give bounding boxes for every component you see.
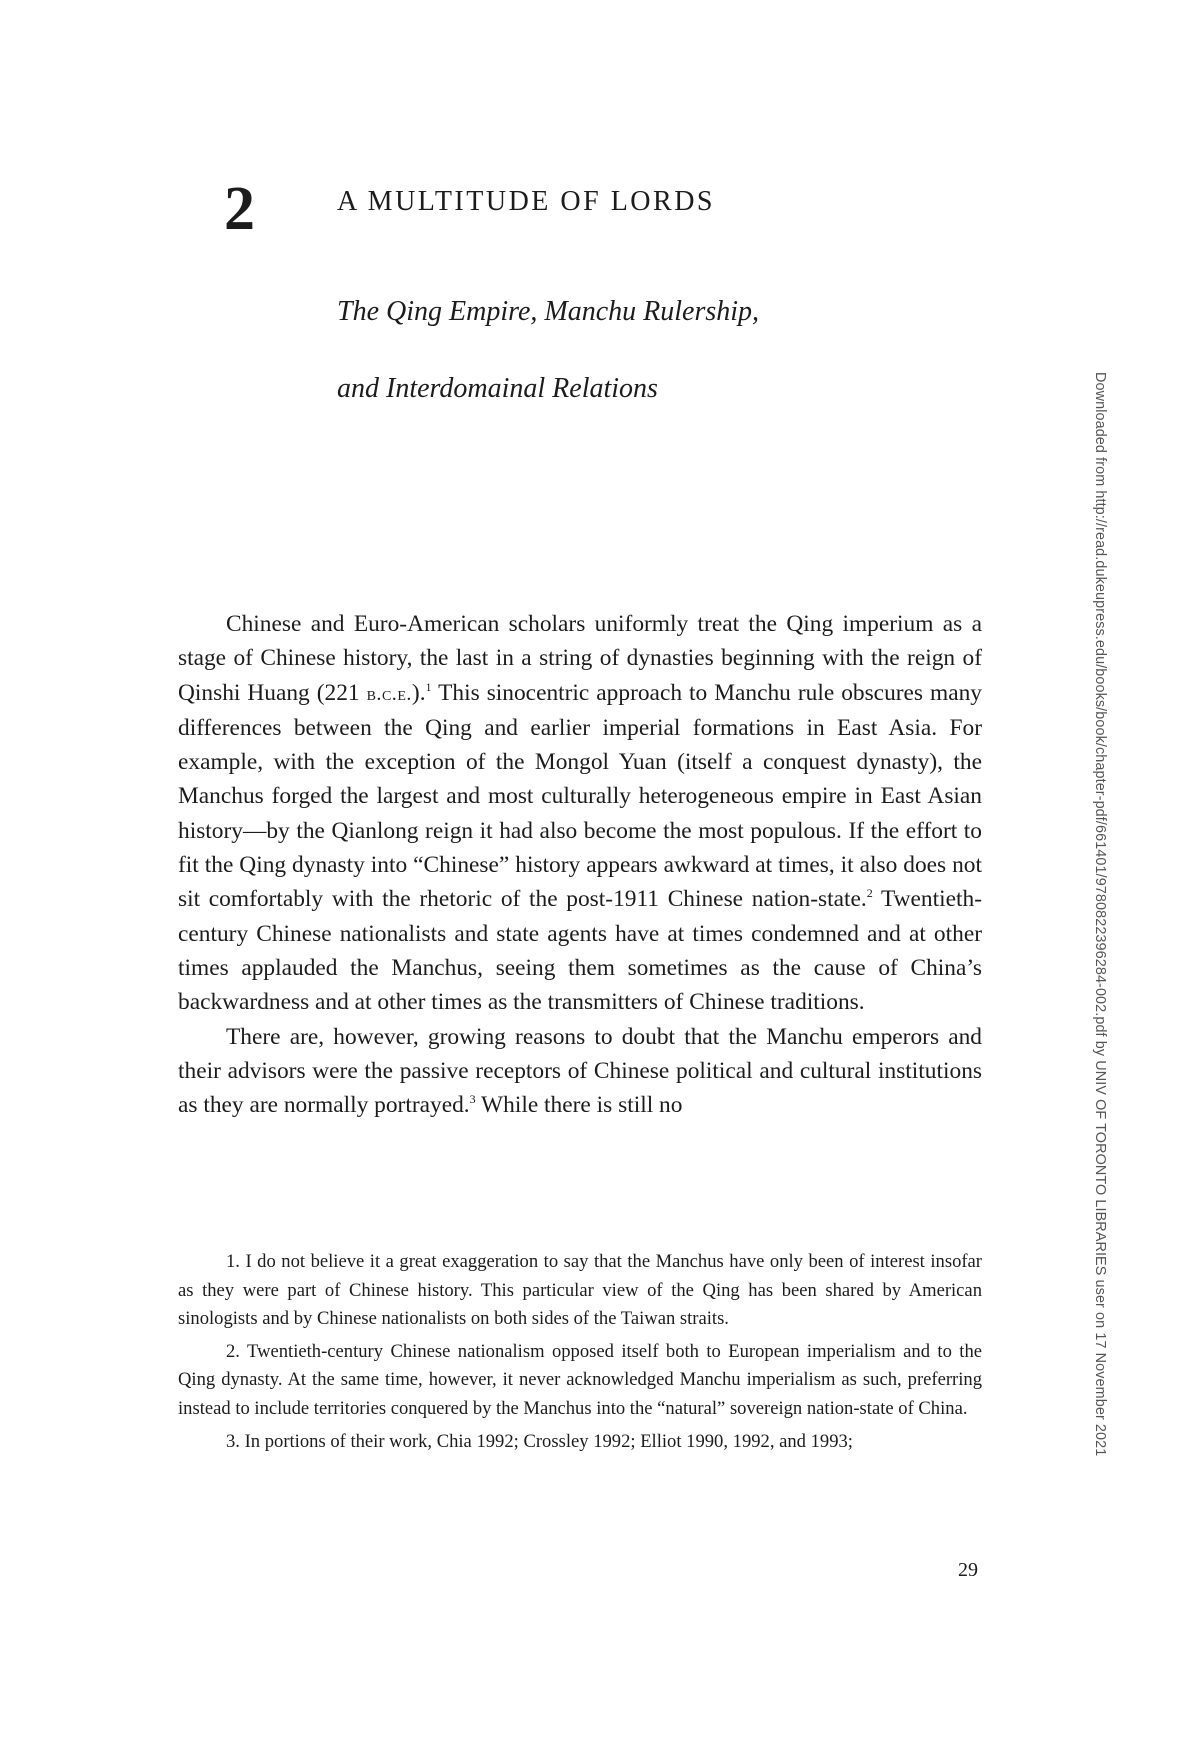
paragraph-2-text-b: While there is still no	[475, 1092, 683, 1119]
paragraph-1-text-b: ).	[411, 679, 426, 706]
paragraph-1-text-a: Chinese and Euro-American scholars uniformly treat the Qing imperium as a stage of Chinese history, the last in a string of dynasties beginning with the reign of Qinshi Huang (221	[178, 611, 982, 706]
download-stamp: Downloaded from http://read.dukeupress.edu/books/book/chapter-pdf/661401/9780822396284-002.pdf by UNIV OF TORONTO LIBRARIES user on 17 November 2021	[1092, 372, 1108, 1457]
chapter-subtitle-line-2: and Interdomainal Relations	[337, 373, 658, 404]
paragraph-2	[178, 1020, 982, 1123]
paragraph-2-text-a: There are, however, growing reasons to doubt that the Manchu emperors and their advisors were the passive receptors of Chinese political and cultural institutions as they are normally portrayed.	[178, 1023, 982, 1119]
chapter-subtitle-line-1: The Qing Empire, Manchu Rulership,	[337, 296, 760, 327]
footnote-ref-2[interactable]: 2	[866, 886, 873, 901]
footnotes	[178, 1248, 982, 1460]
paragraph-1	[178, 607, 982, 1020]
era-abbreviation: b.c.e.	[366, 682, 412, 705]
paragraph-1-text-d: Twentieth-century Chinese nationalists and state agents have at times condemned and at other times applauded the Manchus, seeing them sometimes as the cause of China’s backwardness and at other times as the transmitters of Chinese traditions.	[178, 886, 982, 1016]
footnote-1: 1. I do not believe it a great exaggeration to say that the Manchus have only been of interest insofar as they were part of Chinese history. This particular view of the Qing has been shared by American sinologists and by Chinese nationalists on both sides of the Taiwan straits.	[178, 1251, 982, 1330]
footnote-ref-3[interactable]: 3	[469, 1092, 476, 1107]
chapter-title: A MULTITUDE OF LORDS	[337, 186, 715, 217]
body-text	[178, 607, 982, 1122]
footnote-2: 2. Twentieth-century Chinese nationalism opposed itself both to European imperialism and to the Qing dynasty. At the same time, however, it never acknowledged Manchu imperialism as such, preferring instead to include territories conquered by the Manchus into the “natural” sovereign nation-state of China.	[178, 1340, 982, 1419]
paragraph-1-text-c: This sinocentric approach to Manchu rule obscures many differences between the Qing and earlier imperial formations in East Asia. For example, with the exception of the Mongol Yuan (itself a conquest dynasty), the Manchus forged the largest and most culturally heterogeneous empire in East Asian history—by the Qianlong reign it had also become the most populous. If the effort to fit the Qing dynasty into “Chinese” history appears awkward at times, it also does not sit comfortably with the rhetoric of the post-1911 Chinese nation-state.	[178, 679, 982, 913]
footnote-3: 3. In portions of their work, Chia 1992; Crossley 1992; Elliot 1990, 1992, and 1993;	[226, 1430, 853, 1452]
chapter-number: 2	[224, 175, 255, 243]
page-number: 29	[958, 1559, 978, 1581]
footnote-ref-1[interactable]: 1	[425, 679, 432, 694]
